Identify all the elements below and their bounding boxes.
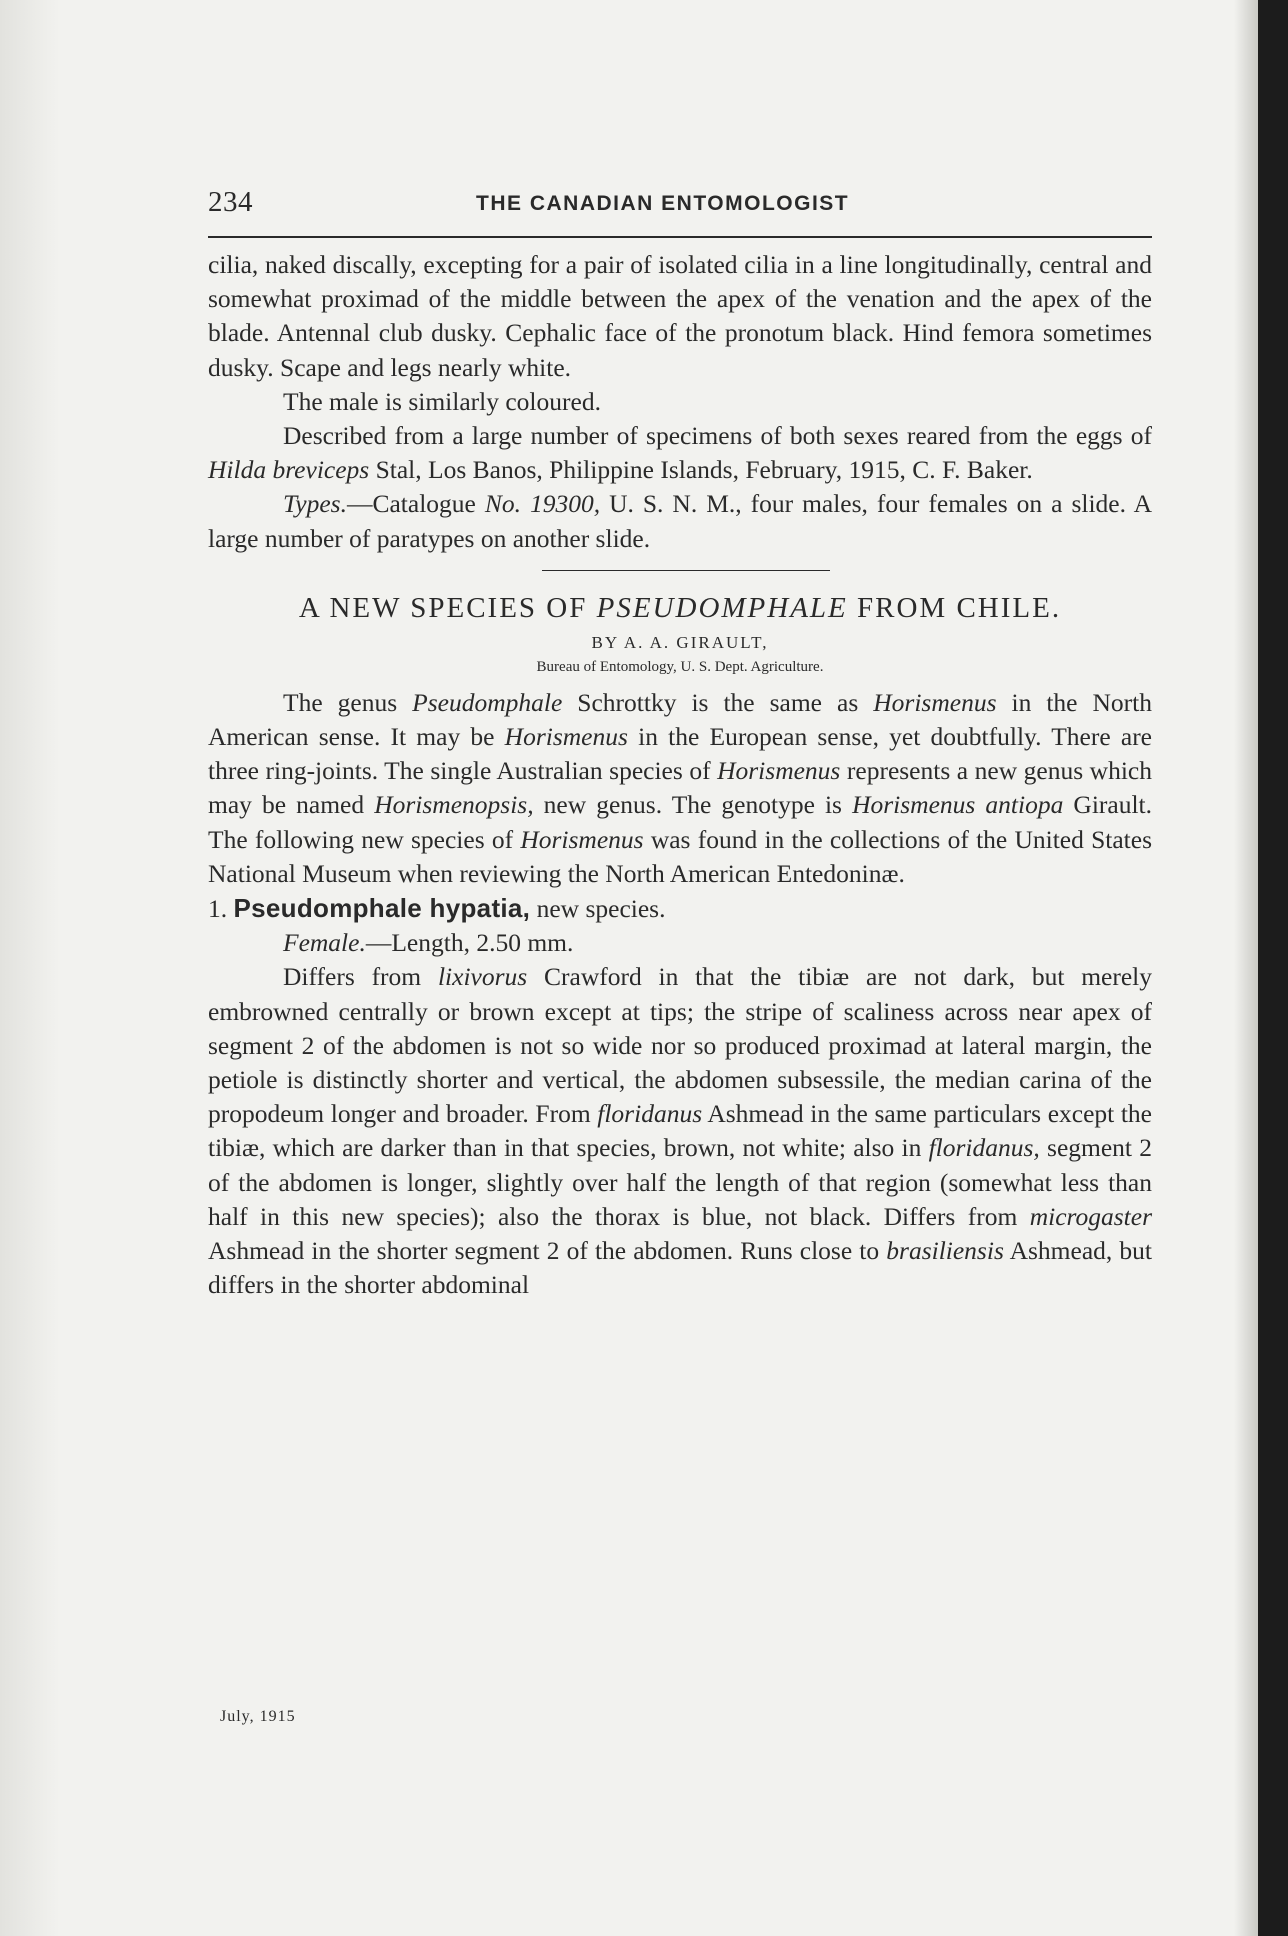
author-affiliation: Bureau of Entomology, U. S. Dept. Agriculture.	[536, 658, 824, 675]
material-paragraph: Described from a large number of specimens of both sexes reared from the eggs of Hilda breviceps Stal, Los Banos, Philippine Islands, February, 1915, C. F. Baker.	[208, 421, 1152, 485]
issue-date: July, 1915	[220, 1708, 296, 1725]
intro-paragraph: The genus Pseudomphale Schrottky is the same as Horismenus in the North American sense. It may be Horismenus in the European sense, yet doubtfully. There are three ring-joints. The single Australian species of Horismenus represents a new genus which may be named Horismenopsis, new genus. The genotype is Horismenus antiopa Girault. The following new species of Horismenus was found in the collections of the United States National Museum when reviewing the North American Entedoninæ.	[208, 687, 1153, 888]
section-divider	[542, 570, 830, 571]
types-paragraph: Types.—Catalogue No. 19300, U. S. N. M., four males, four females on a slide. A large number of paratypes on another slide.	[208, 489, 1152, 553]
running-head	[208, 186, 1152, 226]
book-gutter	[1258, 0, 1288, 1936]
species-heading: 1. Pseudomphale hypatia, new species.	[208, 893, 666, 924]
page-number: 234	[208, 186, 253, 218]
article-title: A NEW SPECIES OF PSEUDOMPHALE FROM CHILE.	[298, 591, 1062, 624]
male-note-paragraph: The male is similarly coloured.	[283, 386, 601, 416]
journal-title: THE CANADIAN ENTOMOLOGIST	[476, 192, 850, 215]
page-body	[208, 248, 1152, 1302]
female-length-paragraph: Female.—Length, 2.50 mm.	[283, 928, 574, 958]
species-name: Pseudomphale hypatia,	[233, 893, 531, 924]
continued-paragraph: cilia, naked discally, excepting for a pair of isolated cilia in a line longitudinally, central and somewhat proximad of the middle between the apex of the venation and the apex of the blade. Antennal club dusky. Cephalic face of the pronotum black. Hind femora sometimes dusky. Scape and legs nearly white.	[208, 250, 1152, 382]
diagnosis-paragraph: Differs from lixivorus Crawford in that the tibiæ are not dark, but merely embrowned centrally or brown except at tips; the stripe of scaliness across near apex of segment 2 of the abdomen is not so wide nor so produced proximad at lateral margin, the petiole is distinctly shorter and vertical, the abdomen subsessile, the median carina of the propodeum longer and broader. From floridanus Ashmead in the same particulars except the tibiæ, which are darker than in that species, brown, not white; also in floridanus, segment 2 of the abdomen is longer, slightly over half the length of that region (somewhat less than half in this new species); also the thorax is blue, not black. Differs from microgaster Ashmead in the shorter segment 2 of the abdomen. Runs close to brasiliensis Ashmead, but differs in the shorter abdominal	[208, 962, 1153, 1300]
author-byline: BY A. A. GIRAULT,	[591, 632, 769, 652]
page-shadow-left	[0, 0, 60, 1936]
header-rule	[208, 236, 1152, 238]
page-edge	[1234, 0, 1258, 1936]
